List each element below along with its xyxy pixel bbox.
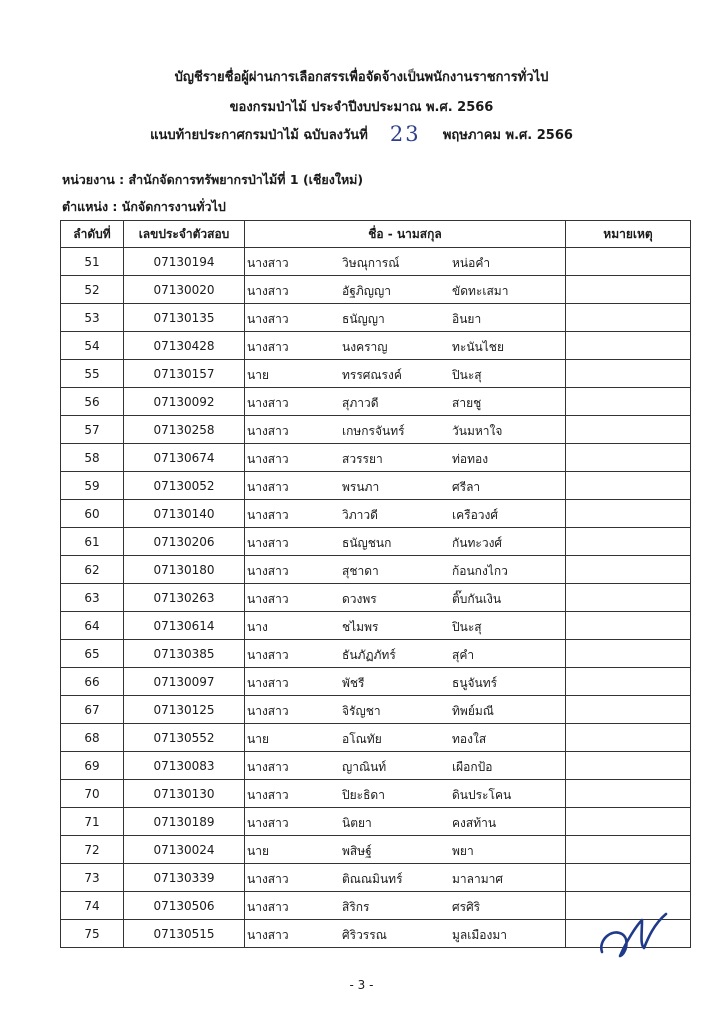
exam-id-cell: 07130263 [124, 584, 245, 612]
remarks-cell [566, 248, 691, 276]
name-title: นางสาว [247, 284, 289, 298]
last-name: ท่อทอง [452, 452, 489, 466]
table-row [61, 416, 691, 444]
order-number-cell: 75 [61, 920, 124, 948]
remarks-cell [566, 416, 691, 444]
remarks-cell [566, 696, 691, 724]
last-name: กันทะวงศ์ [452, 536, 503, 550]
table-row [61, 668, 691, 696]
full-name-cell [245, 556, 566, 584]
last-name: อินยา [452, 312, 482, 326]
full-name-cell [245, 304, 566, 332]
full-name-cell [245, 668, 566, 696]
name-title: นางสาว [247, 648, 289, 662]
full-name-cell [245, 808, 566, 836]
full-name-cell [245, 920, 566, 948]
order-number-cell: 72 [61, 836, 124, 864]
full-name-cell [245, 696, 566, 724]
first-name: วิภาวดี [342, 508, 378, 522]
table-row [61, 360, 691, 388]
full-name-cell [245, 444, 566, 472]
order-number-cell: 70 [61, 780, 124, 808]
exam-id-cell: 07130125 [124, 696, 245, 724]
table-row [61, 388, 691, 416]
name-title: นางสาว [247, 424, 289, 438]
full-name-cell [245, 528, 566, 556]
last-name: ติ๊บกันเงิน [452, 592, 502, 606]
name-title: นางสาว [247, 760, 289, 774]
exam-id-cell: 07130189 [124, 808, 245, 836]
full-name-cell [245, 892, 566, 920]
exam-id-cell: 07130206 [124, 528, 245, 556]
last-name: ปินะสุ [452, 368, 482, 382]
order-number-cell: 51 [61, 248, 124, 276]
name-title: นางสาว [247, 312, 289, 326]
last-name: ปินะสุ [452, 620, 482, 634]
name-title: นางสาว [247, 928, 289, 942]
last-name: เครือวงศ์ [452, 508, 498, 522]
remarks-cell [566, 388, 691, 416]
signature-mark [596, 900, 670, 962]
first-name: สวรรยา [342, 452, 383, 466]
last-name: ศรีลา [452, 480, 481, 494]
remarks-cell [566, 640, 691, 668]
exam-id-cell: 07130385 [124, 640, 245, 668]
table-row [61, 836, 691, 864]
table-row [61, 724, 691, 752]
table-row [61, 444, 691, 472]
remarks-cell [566, 808, 691, 836]
first-name: ศิริวรรณ [342, 928, 387, 942]
table-row [61, 556, 691, 584]
name-title: นาง [247, 620, 268, 634]
name-title: นางสาว [247, 704, 289, 718]
exam-id-cell: 07130614 [124, 612, 245, 640]
order-number-cell: 62 [61, 556, 124, 584]
table-row [61, 248, 691, 276]
remarks-cell [566, 752, 691, 780]
announcement-date-suffix: พฤษภาคม พ.ศ. 2566 [442, 128, 573, 143]
table-row [61, 640, 691, 668]
exam-id-cell: 07130506 [124, 892, 245, 920]
order-number-cell: 53 [61, 304, 124, 332]
header-order-number: ลำดับที่ [61, 221, 124, 248]
first-name: ทรรศณรงค์ [342, 368, 402, 382]
first-name: ติณณมินทร์ [342, 872, 403, 886]
last-name: มาลามาศ [452, 872, 504, 886]
first-name: ธนัญญา [342, 312, 385, 326]
title-line-1: บัญชีรายชื่อผู้ผ่านการเลือกสรรเพื่อจัดจ้างเป็นพนักงานราชการทั่วไป [174, 70, 549, 85]
order-number-cell: 55 [61, 360, 124, 388]
full-name-cell [245, 864, 566, 892]
name-title: นาย [247, 368, 269, 382]
table-row [61, 304, 691, 332]
last-name: คงสท้าน [452, 816, 497, 830]
exam-id-cell: 07130092 [124, 388, 245, 416]
first-name: ดวงพร [342, 592, 377, 606]
full-name-cell [245, 724, 566, 752]
first-name: นิตยา [342, 816, 372, 830]
first-name: พัชรี [342, 676, 365, 690]
remarks-cell [566, 360, 691, 388]
name-title: นางสาว [247, 340, 289, 354]
last-name: ศรศิริ [452, 900, 481, 914]
exam-id-cell: 07130020 [124, 276, 245, 304]
remarks-cell [566, 668, 691, 696]
order-number-cell: 57 [61, 416, 124, 444]
order-number-cell: 66 [61, 668, 124, 696]
first-name: ชไมพร [342, 620, 379, 634]
first-name: พสิษฐ์ [342, 844, 372, 858]
last-name: ทะนันไชย [452, 340, 504, 354]
name-title: นางสาว [247, 508, 289, 522]
order-number-cell: 67 [61, 696, 124, 724]
last-name: ทิพย์มณี [452, 704, 494, 718]
first-name: ปิยะธิดา [342, 788, 385, 802]
remarks-cell [566, 332, 691, 360]
order-number-cell: 63 [61, 584, 124, 612]
first-name: สุชาดา [342, 564, 379, 578]
order-number-cell: 60 [61, 500, 124, 528]
last-name: ดินประโคน [452, 788, 512, 802]
order-number-cell: 71 [61, 808, 124, 836]
announcement-date-prefix: แนบท้ายประกาศกรมป่าไม้ ฉบับลงวันที่ [150, 128, 368, 143]
name-title: นาย [247, 844, 269, 858]
table-row [61, 612, 691, 640]
last-name: สายชู [452, 396, 482, 410]
header-remarks: หมายเหตุ [566, 221, 691, 248]
exam-id-cell: 07130552 [124, 724, 245, 752]
first-name: ญาณินท์ [342, 760, 387, 774]
name-title: นางสาว [247, 396, 289, 410]
remarks-cell [566, 836, 691, 864]
header-full-name: ชื่อ - นามสกุล [245, 221, 566, 248]
remarks-cell [566, 612, 691, 640]
full-name-cell [245, 780, 566, 808]
table-row [61, 584, 691, 612]
agency-label: หน่วยงาน : สำนักจัดการทรัพยากรป่าไม้ที่ 1 (เชียงใหม่) [62, 172, 364, 187]
full-name-cell [245, 640, 566, 668]
order-number-cell: 73 [61, 864, 124, 892]
first-name: ธันภัฏภัทร์ [342, 648, 396, 662]
full-name-cell [245, 612, 566, 640]
table-row [61, 752, 691, 780]
order-number-cell: 64 [61, 612, 124, 640]
first-name: จิรัญชา [342, 704, 381, 718]
table-body [61, 248, 691, 948]
exam-id-cell: 07130428 [124, 332, 245, 360]
remarks-cell [566, 584, 691, 612]
table-row [61, 864, 691, 892]
table-header-row [61, 221, 691, 248]
order-number-cell: 68 [61, 724, 124, 752]
remarks-cell [566, 864, 691, 892]
order-number-cell: 56 [61, 388, 124, 416]
first-name: วิษณุการณ์ [342, 256, 400, 270]
remarks-cell [566, 304, 691, 332]
first-name: อโณทัย [342, 732, 382, 746]
last-name: สุคำ [452, 648, 475, 662]
name-title: นางสาว [247, 900, 289, 914]
remarks-cell [566, 472, 691, 500]
exam-id-cell: 07130097 [124, 668, 245, 696]
last-name: ขัดทะเสมา [452, 284, 509, 298]
exam-id-cell: 07130157 [124, 360, 245, 388]
remarks-cell [566, 780, 691, 808]
exam-id-cell: 07130258 [124, 416, 245, 444]
first-name: สุภาวดี [342, 396, 379, 410]
position-label: ตำแหน่ง : นักจัดการงานทั่วไป [62, 199, 226, 214]
table-row [61, 528, 691, 556]
full-name-cell [245, 276, 566, 304]
name-title: นางสาว [247, 872, 289, 886]
full-name-cell [245, 584, 566, 612]
exam-id-cell: 07130140 [124, 500, 245, 528]
first-name: อัฐภิญญา [342, 284, 391, 298]
table-row [61, 276, 691, 304]
exam-id-cell: 07130194 [124, 248, 245, 276]
table-row [61, 500, 691, 528]
first-name: นงคราญ [342, 340, 388, 354]
exam-id-cell: 07130674 [124, 444, 245, 472]
table-row [61, 472, 691, 500]
page-number: - 3 - [349, 978, 374, 992]
exam-id-cell: 07130135 [124, 304, 245, 332]
last-name: มูลเมืองมา [452, 928, 507, 942]
first-name: พรนภา [342, 480, 380, 494]
table-row [61, 808, 691, 836]
header-exam-id: เลขประจำตัวสอบ [124, 221, 245, 248]
full-name-cell [245, 332, 566, 360]
last-name: ก้อนกงไกว [452, 564, 508, 578]
order-number-cell: 74 [61, 892, 124, 920]
name-title: นางสาว [247, 592, 289, 606]
full-name-cell [245, 836, 566, 864]
handwritten-day: 23 [389, 122, 421, 146]
order-number-cell: 65 [61, 640, 124, 668]
table-row [61, 780, 691, 808]
first-name: เกษกรจันทร์ [342, 424, 405, 438]
remarks-cell [566, 276, 691, 304]
candidate-table [60, 220, 691, 948]
last-name: วันมหาใจ [452, 424, 503, 438]
order-number-cell: 59 [61, 472, 124, 500]
name-title: นางสาว [247, 564, 289, 578]
order-number-cell: 58 [61, 444, 124, 472]
last-name: เผือกป้อ [452, 760, 493, 774]
first-name: ธนัญชนก [342, 536, 392, 550]
exam-id-cell: 07130083 [124, 752, 245, 780]
exam-id-cell: 07130024 [124, 836, 245, 864]
title-line-2: ของกรมป่าไม้ ประจำปีงบประมาณ พ.ศ. 2566 [229, 100, 494, 115]
last-name: ธนูจันทร์ [452, 676, 498, 690]
full-name-cell [245, 248, 566, 276]
order-number-cell: 52 [61, 276, 124, 304]
table-row [61, 332, 691, 360]
full-name-cell [245, 416, 566, 444]
remarks-cell [566, 724, 691, 752]
name-title: นางสาว [247, 536, 289, 550]
name-title: นางสาว [247, 788, 289, 802]
full-name-cell [245, 752, 566, 780]
name-title: นางสาว [247, 816, 289, 830]
name-title: นางสาว [247, 256, 289, 270]
name-title: นางสาว [247, 480, 289, 494]
name-title: นางสาว [247, 452, 289, 466]
exam-id-cell: 07130130 [124, 780, 245, 808]
order-number-cell: 54 [61, 332, 124, 360]
exam-id-cell: 07130339 [124, 864, 245, 892]
remarks-cell [566, 528, 691, 556]
name-title: นาย [247, 732, 269, 746]
order-number-cell: 61 [61, 528, 124, 556]
last-name: ทองใส [452, 732, 487, 746]
full-name-cell [245, 500, 566, 528]
first-name: สิริกร [342, 900, 370, 914]
remarks-cell [566, 556, 691, 584]
exam-id-cell: 07130180 [124, 556, 245, 584]
full-name-cell [245, 388, 566, 416]
full-name-cell [245, 360, 566, 388]
exam-id-cell: 07130052 [124, 472, 245, 500]
title-line-3 [0, 122, 723, 146]
last-name: พยา [452, 844, 474, 858]
exam-id-cell: 07130515 [124, 920, 245, 948]
last-name: หน่อคำ [452, 256, 491, 270]
remarks-cell [566, 500, 691, 528]
table-row [61, 696, 691, 724]
remarks-cell [566, 444, 691, 472]
full-name-cell [245, 472, 566, 500]
order-number-cell: 69 [61, 752, 124, 780]
name-title: นางสาว [247, 676, 289, 690]
